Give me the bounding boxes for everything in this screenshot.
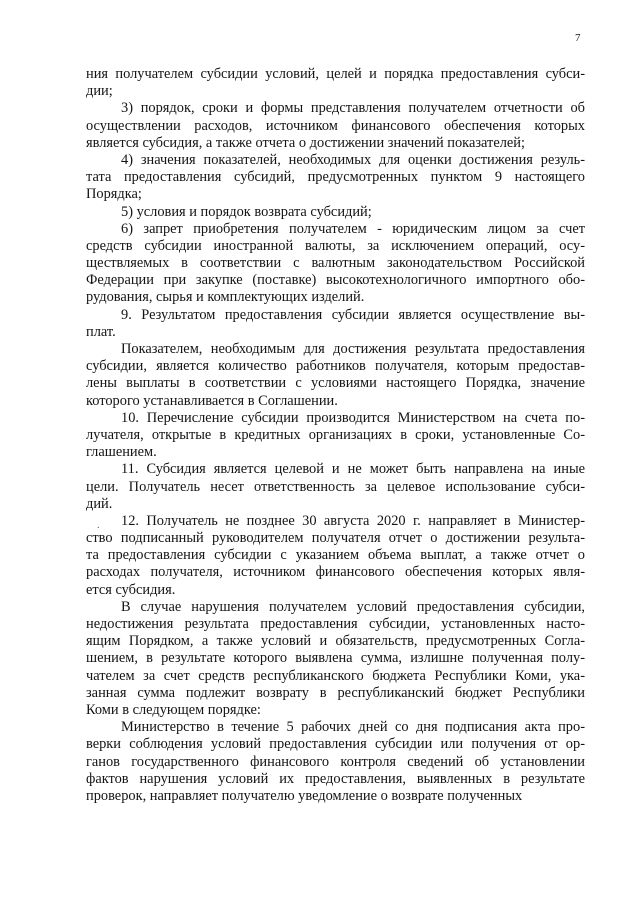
text-line: Коми в следующем порядке: (86, 701, 261, 718)
paragraph (86, 152, 585, 204)
paragraph (86, 307, 585, 341)
text-line: Федерации при закупке (поставке) высокотехнологичного импортного обо- (86, 272, 585, 289)
text-line: фактов нарушения условий их предоставления, выявленных в результате (86, 770, 585, 787)
text-line: осуществлении расходов, источником финансового обеспечения которых (86, 117, 585, 134)
text-line: 9. Результатом предоставления субсидии является осуществление вы- (121, 306, 585, 323)
text-line: та предоставления субсидии с указанием объема выплат, а также отчет о (86, 547, 585, 564)
paragraph (86, 66, 585, 100)
text-line: дий. (86, 495, 113, 512)
text-line: лучателя, открытые в кредитных организациях в сроки, установленные Со- (86, 426, 585, 443)
paragraph (86, 461, 585, 513)
text-line: цели. Получатель несет ответственность за целевое использование субси- (86, 478, 585, 495)
text-line: ящим Порядком, а также условий и обязательств, предусмотренных Согла- (86, 633, 585, 650)
text-line: 12. Получатель не позднее 30 августа 2020 г. направляет в Министер- (121, 512, 585, 529)
text-line: ство подписанный руководителем получателя отчет о достижении результа- (86, 530, 585, 547)
text-line: ганов государственного финансового контроля сведений об установлении (86, 753, 585, 770)
text-line: 5) условия и порядок возврата субсидий; (121, 203, 372, 220)
text-line: 6) запрет приобретения получателем - юридическим лицом за счет (121, 220, 585, 237)
paragraph (86, 204, 585, 221)
text-line: ния получателем субсидии условий, целей и порядка предоставления субси- (86, 66, 585, 82)
text-line: рудования, сырья и комплектующих изделий. (86, 289, 365, 306)
text-line: ется субсидия. (86, 581, 176, 598)
text-line: которого устанавливается в Соглашении. (86, 392, 338, 409)
text-line: расходах получателя, источником финансового обеспечения которых явля- (86, 564, 585, 581)
document-body (86, 66, 585, 805)
text-line: чателем за счет средств республиканского бюджета Республики Коми, ука- (86, 667, 585, 684)
text-line: глашением. (86, 444, 157, 461)
text-line: недостижения результата предоставления субсидии, установленных насто- (86, 616, 585, 632)
text-line: проверок, направляет получателю уведомление о возврате полученных (86, 787, 523, 804)
text-line: 10. Перечисление субсидии производится Министерством на счета по- (121, 409, 585, 426)
page-number: 7 (575, 32, 581, 44)
text-line: субсидии, является количество работников получателя, которым предостав- (86, 358, 585, 375)
text-line: занная сумма подлежит возврату в республиканский бюджет Республики (86, 684, 585, 701)
text-line: Порядка; (86, 186, 142, 203)
paragraph (86, 719, 585, 805)
text-line: верки соблюдения условий предоставления субсидии или получения от ор- (86, 736, 585, 753)
text-line: лены выплаты в соответствии с условиями настоящего Порядка, значение (86, 375, 585, 392)
text-line: 11. Субсидия является целевой и не может быть направлена на иные (121, 461, 585, 478)
paragraph (86, 410, 585, 462)
text-line: средств субсидии иностранной валюты, за исключением операций, осу- (86, 237, 585, 254)
text-line: Показателем, необходимым для достижения результата предоставления (121, 341, 585, 357)
text-line: 4) значения показателей, необходимых для оценки достижения резуль- (121, 151, 585, 168)
text-line: ществляемых в соответствии с валютным законодательством Российской (86, 255, 585, 272)
text-line: шением, в результате которого выявлена сумма, излишне полученная полу- (86, 650, 585, 667)
text-line: дии; (86, 83, 113, 100)
paragraph (86, 341, 585, 410)
text-line: плат. (86, 323, 116, 340)
stray-mark: . (97, 520, 100, 531)
text-line: 3) порядок, сроки и формы представления получателем отчетности об (121, 100, 585, 117)
paragraph (86, 221, 585, 307)
paragraph (86, 599, 585, 719)
text-line: является субсидия, а также отчета о достижении значений показателей; (86, 134, 525, 151)
paragraph (86, 100, 585, 152)
text-line: В случае нарушения получателем условий предоставления субсидии, (121, 598, 585, 615)
paragraph (86, 513, 585, 599)
text-line: тата предоставления субсидий, предусмотренных пунктом 9 настоящего (86, 169, 585, 186)
text-line: Министерство в течение 5 рабочих дней со дня подписания акта про- (121, 719, 585, 736)
